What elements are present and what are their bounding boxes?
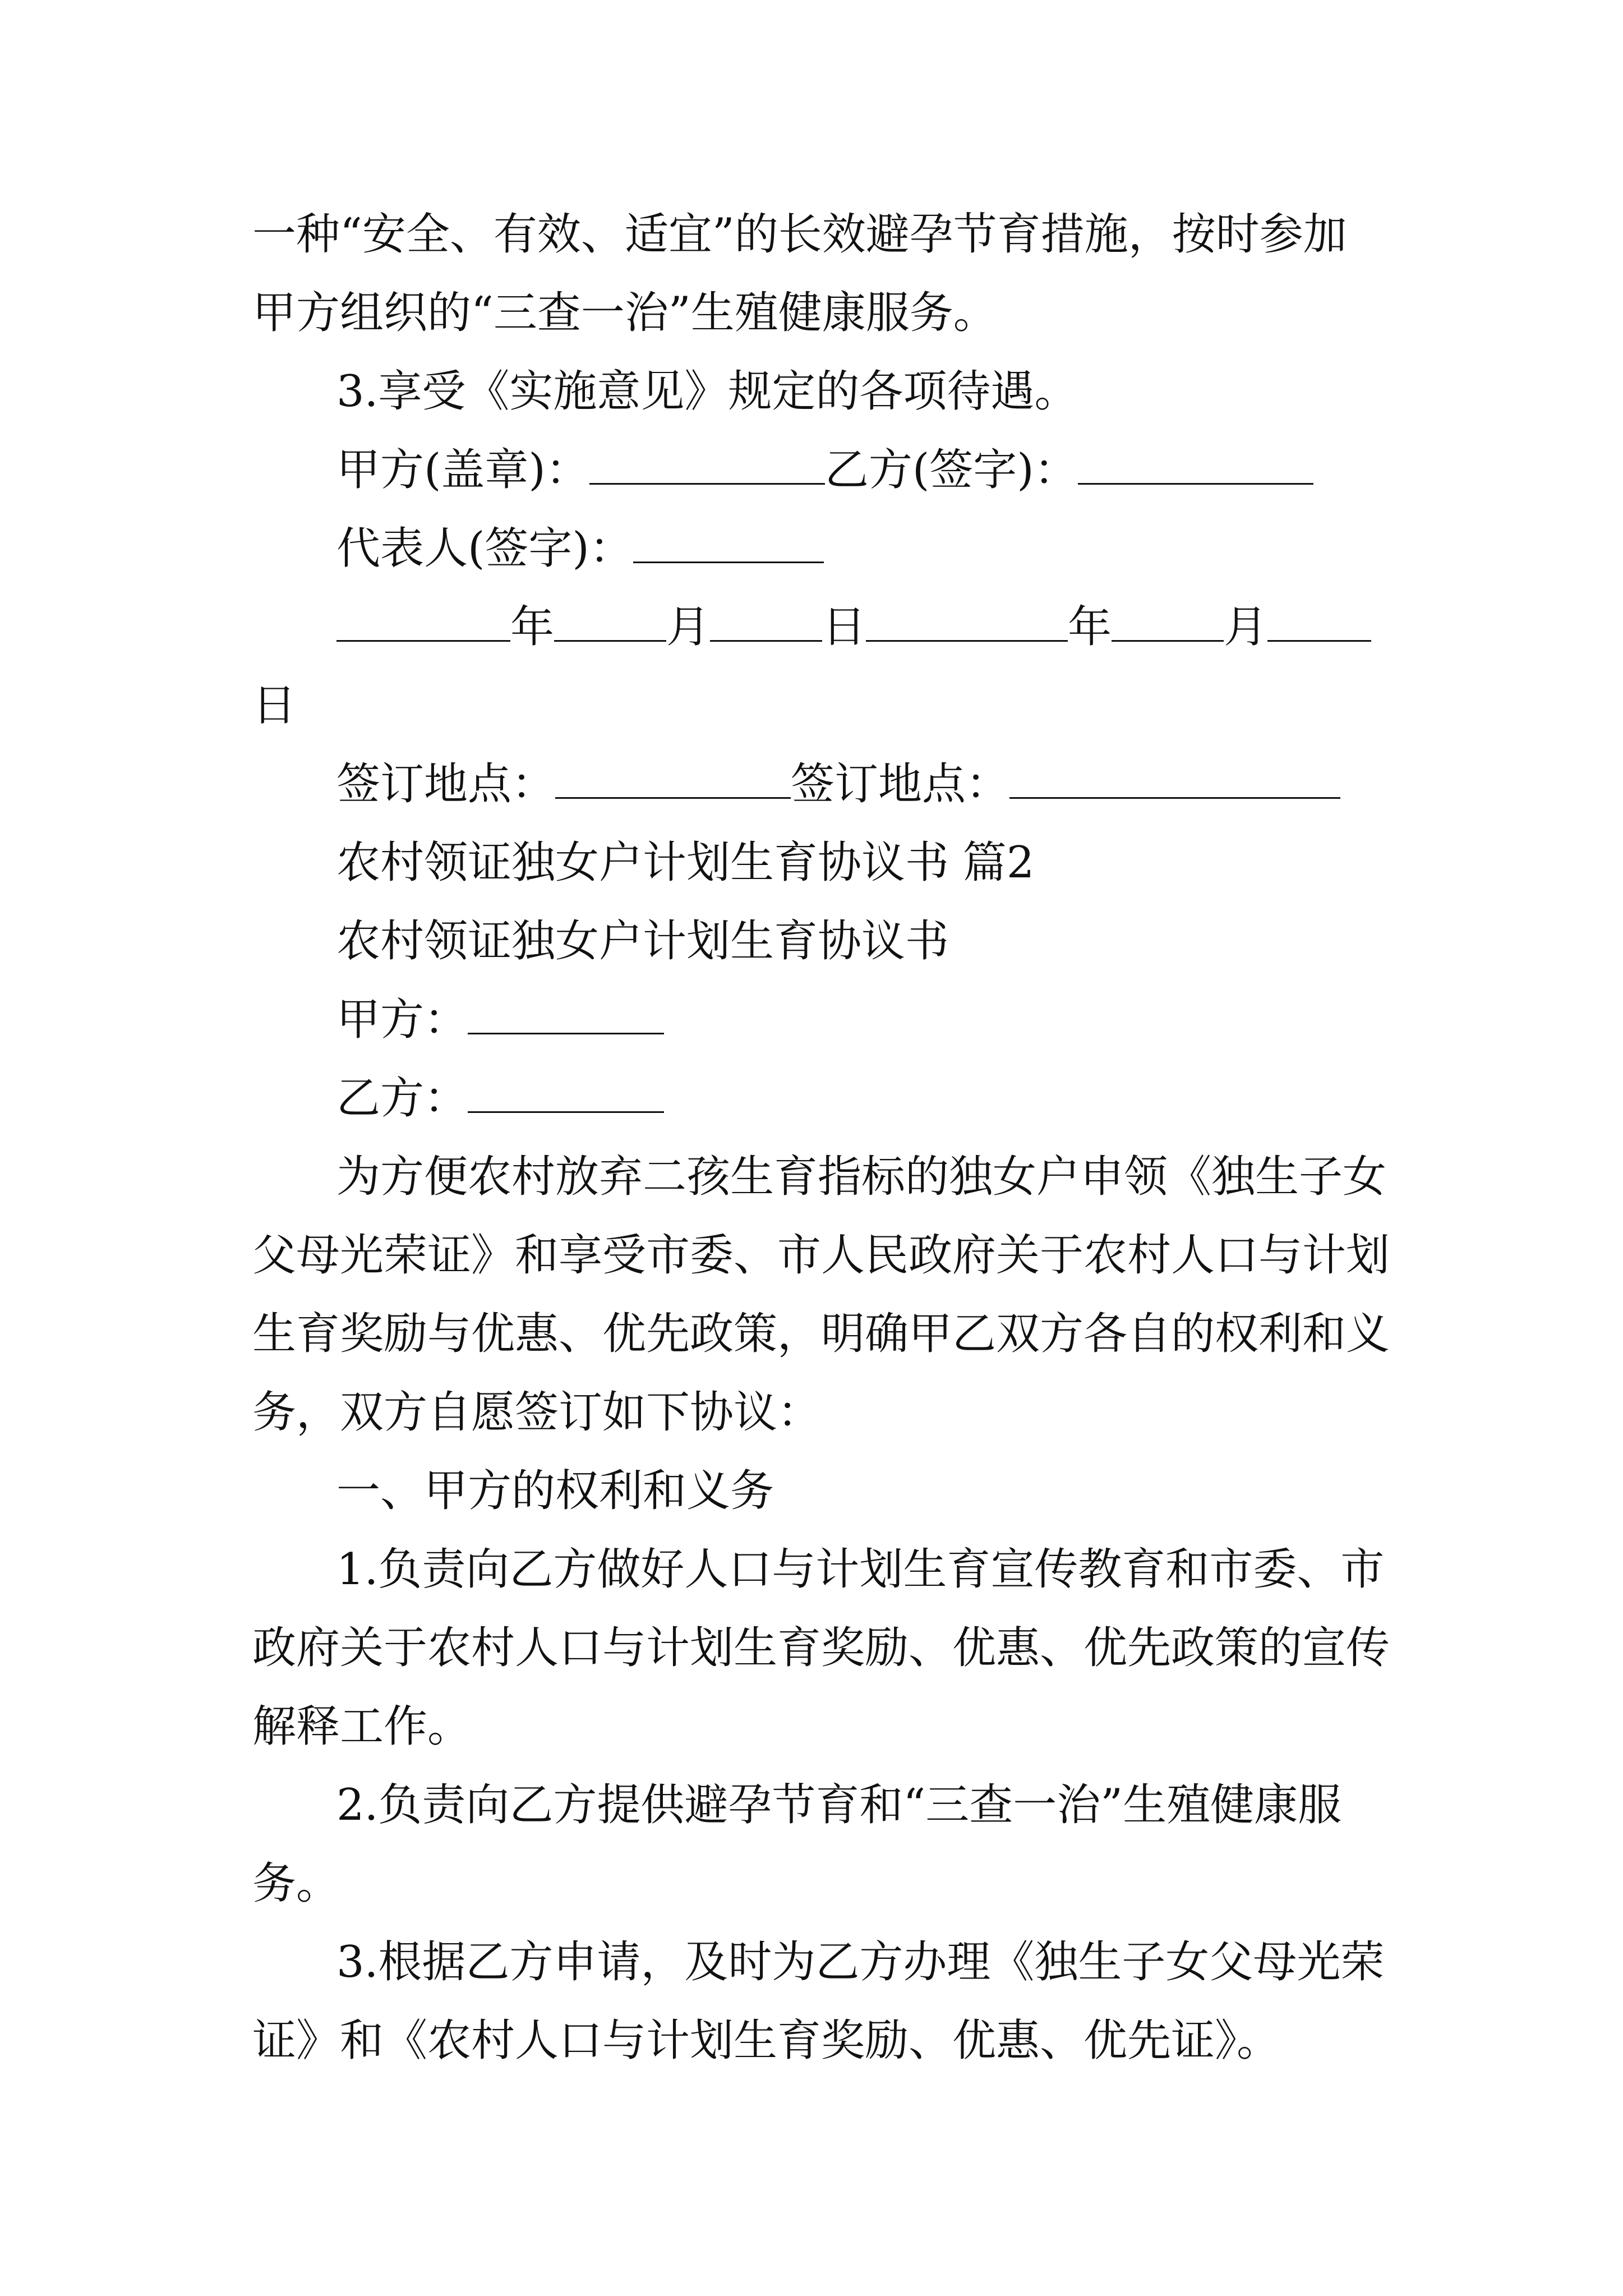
month-label: 月 [666,602,711,652]
year-label: 年 [510,602,555,652]
signing-place-row [336,756,1340,812]
signature-row-representative [336,521,824,577]
place-blank [555,761,791,799]
signature-blank [589,447,825,485]
month-blank [554,604,666,642]
paragraph-line: 3.根据乙方申请，及时为乙方办理《独生子女父母光荣 [336,1937,1385,1987]
signature-blank [1078,447,1313,485]
place-blank [1009,761,1340,799]
party-blank [468,1075,664,1113]
paragraph-line: 为方便农村放弃二孩生育指标的独女户申领《独生子女 [336,1152,1387,1202]
paragraph-line: 务。 [252,1858,340,1909]
day-blank [1267,604,1371,642]
paragraph-line: 3.享受《实施意见》规定的各项待遇。 [336,366,1078,417]
place-b-label: 签订地点： [791,759,1010,809]
rep-sign-label: 代表人(签字)： [336,523,633,574]
signature-blank [633,526,824,563]
clause-heading: 一、甲方的权利和义务 [336,1466,774,1516]
paragraph-line: 父母光荣证》和享受市委、市人民政府关于农村人口与计划 [252,1230,1390,1281]
party-b-row [336,1070,664,1126]
paragraph-line: 甲方组织的“三查一治”生殖健康服务。 [252,288,997,338]
day-label: 日 [822,602,866,652]
year-label: 年 [1068,602,1112,652]
signature-row-parties [336,442,1313,498]
paragraph-line: 务，双方自愿签订如下协议： [252,1387,822,1438]
year-blank [866,604,1068,642]
date-row [336,599,1371,655]
day-label-wrapped: 日 [252,680,297,731]
party-blank [468,997,664,1034]
paragraph-line: 1.负责向乙方做好人口与计划生育宣传教育和市委、市 [336,1544,1385,1595]
place-a-label: 签订地点： [336,759,556,809]
paragraph-line: 政府关于农村人口与计划生育奖励、优惠、优先政策的宣传 [252,1623,1390,1673]
document-title: 农村领证独女户计划生育协议书 [336,916,949,967]
party-b-label: 乙方： [336,1073,468,1124]
month-blank [1112,604,1224,642]
party-a-label: 甲方： [336,995,468,1045]
paragraph-line: 一种“安全、有效、适宜”的长效避孕节育措施，按时参加 [252,209,1347,260]
party-a-row [336,992,664,1048]
paragraph-line: 2.负责向乙方提供避孕节育和“三查一治”生殖健康服 [336,1780,1342,1830]
party-a-seal-label: 甲方(盖章)： [336,445,589,495]
paragraph-line: 生育奖励与优惠、优先政策，明确甲乙双方各自的权利和义 [252,1309,1390,1359]
paragraph-line: 证》和《农村人口与计划生育奖励、优惠、优先证》。 [252,2016,1281,2066]
year-blank [336,604,510,642]
section-heading: 农村领证独女户计划生育协议书 篇2 [336,838,1035,888]
paragraph-line: 解释工作。 [252,1701,472,1752]
day-blank [710,604,822,642]
month-label: 月 [1224,602,1268,652]
party-b-sign-label: 乙方(签字)： [824,445,1078,495]
